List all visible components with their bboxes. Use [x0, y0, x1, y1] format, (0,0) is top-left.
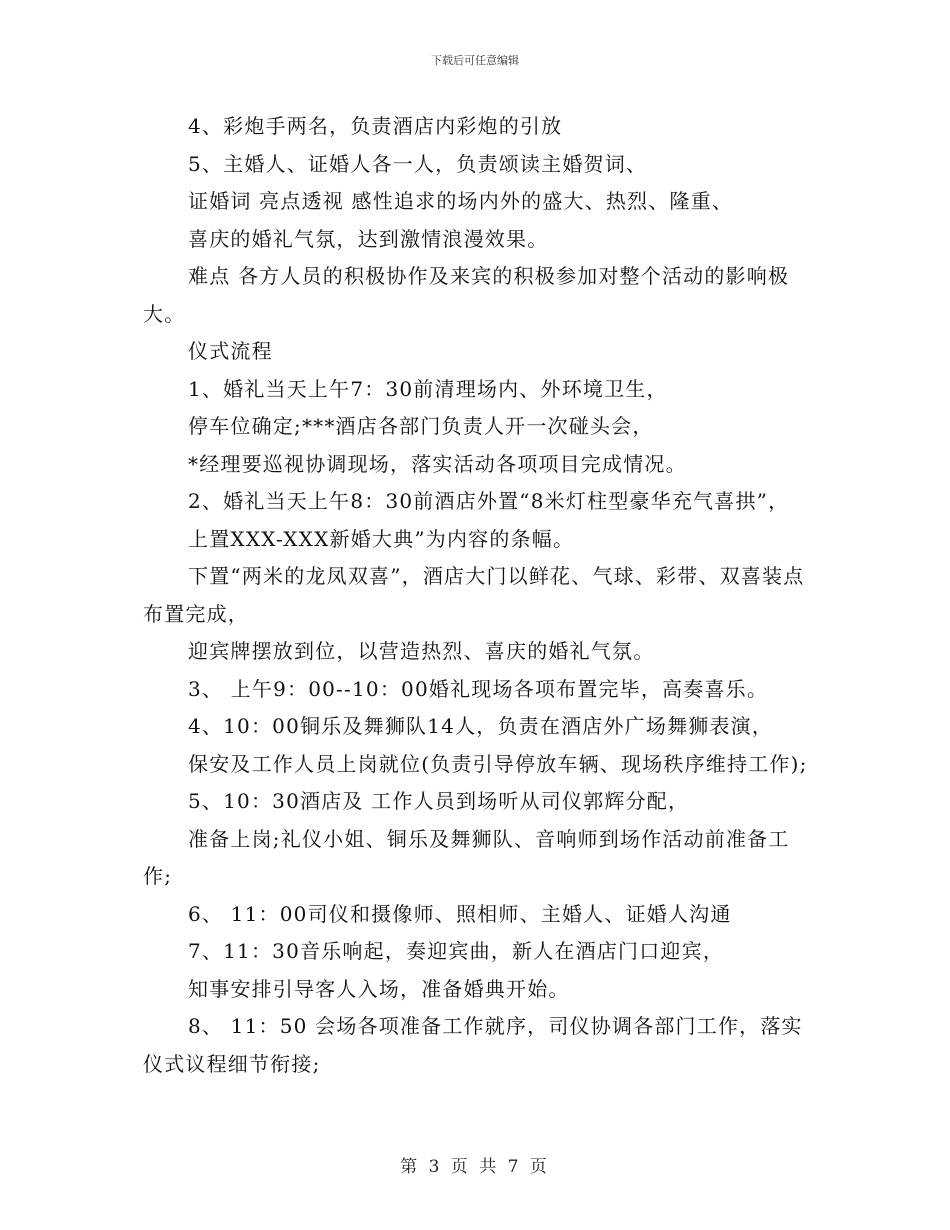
section-heading: 仪式流程 [188, 339, 273, 363]
paragraph: *经理要巡视协调现场，落实活动各项项目完成情况。 [188, 451, 687, 476]
page-header-note: 下载后可任意编辑 [431, 54, 519, 67]
paragraph: 6、 11：00司仪和摄像师、照相师、主婚人、证婚人沟通 [188, 901, 732, 926]
paragraph: 4、彩炮手两名，负责酒店内彩炮的引放 [188, 114, 563, 138]
paragraph: 停车位确定;***酒店各部门负责人开一次碰头会， [188, 414, 654, 438]
document-body [143, 108, 813, 1083]
paragraph: 1、婚礼当天上午7：30前清理场内、外环境卫生， [188, 376, 668, 401]
paragraph: 证婚词 亮点透视 感性追求的场内外的盛大、热烈、隆重、 [188, 189, 734, 213]
paragraph: 7、11：30音乐响起，奏迎宾曲，新人在酒店门口迎宾， [188, 939, 725, 963]
paragraph: 5、主婚人、证婚人各一人，负责颂读主婚贺词、 [188, 151, 648, 176]
paragraph: 喜庆的婚礼气氛，达到激情浪漫效果。 [188, 226, 549, 251]
paragraph: 2、婚礼当天上午8：30前酒店外置“8米灯柱型豪华充气喜拱”， [188, 489, 790, 513]
paragraph: 知事安排引导客人入场，准备婚典开始。 [188, 976, 570, 1001]
paragraph: 保安及工作人员上岗就位(负责引导停放车辆、现场秩序维持工作); [188, 751, 808, 776]
paragraph: 4、10：00铜乐及舞狮队14人，负责在酒店外广场舞狮表演， [188, 714, 774, 738]
paragraph: 下置“两米的龙凤双喜”，酒店大门以鲜花、气球、彩带、双喜装点布置完成， [143, 564, 805, 626]
page-number: 第 3 页 共 7 页 [400, 1157, 550, 1177]
paragraph: 3、 上午9：00--10：00婚礼现场各项布置完毕，高奏喜乐。 [188, 676, 769, 701]
paragraph: 8、 11：50 会场各项准备工作就序，司仪协调各部门工作，落实仪式议程细节衔接; [143, 1014, 803, 1076]
paragraph: 准备上岗;礼仪小姐、铜乐及舞狮队、音响师到场作活动前准备工作; [143, 826, 790, 888]
paragraph: 上置XXX-XXX新婚大典”为内容的条幅。 [188, 526, 575, 551]
paragraph: 难点 各方人员的积极协作及来宾的积极参加对整个活动的影响极大。 [143, 264, 790, 326]
paragraph: 迎宾牌摆放到位，以营造热烈、喜庆的婚礼气氛。 [188, 639, 655, 663]
paragraph: 5、10：30酒店及 工作人员到场听从司仪郭辉分配， [188, 789, 690, 813]
